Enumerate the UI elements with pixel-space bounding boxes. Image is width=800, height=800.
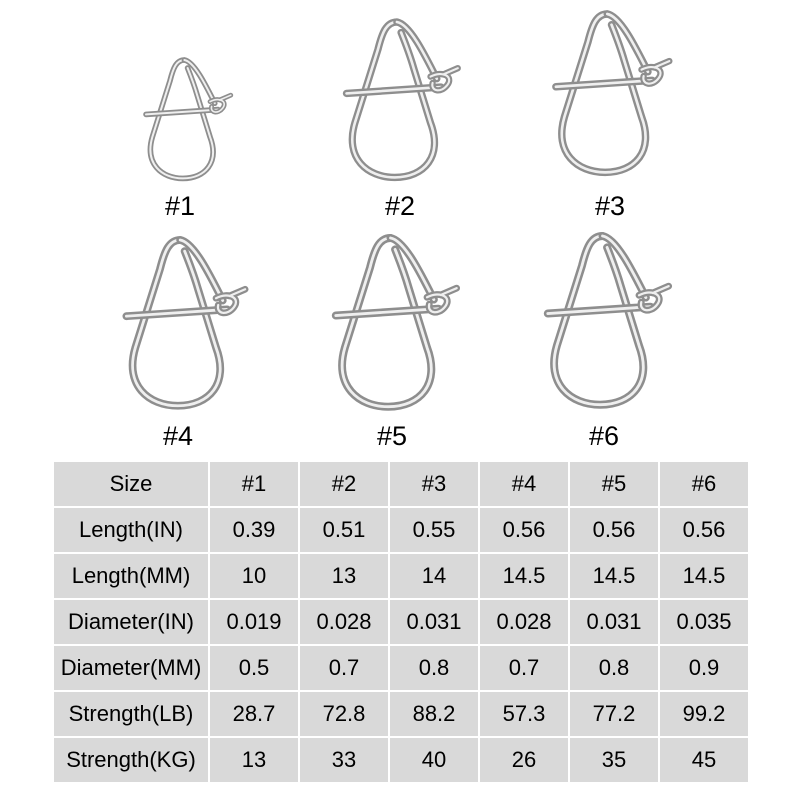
table-cell: 99.2 [660,692,748,736]
snap-label-6: #6 [588,421,620,451]
table-cell: 0.028 [300,600,388,644]
header-cell: #5 [570,462,658,506]
table-cell: 45 [660,738,748,782]
table-cell: 0.035 [660,600,748,644]
header-cell: #6 [660,462,748,506]
table-cell: 88.2 [390,692,478,736]
table-row [54,646,748,690]
table-cell: 14 [390,554,478,598]
table-cell: 0.031 [570,600,658,644]
table-cell: 0.028 [480,600,568,644]
row-label: Diameter(MM) [54,646,208,690]
table-cell: 26 [480,738,568,782]
table-cell: 0.51 [300,508,388,552]
snap-label-2: #2 [384,191,416,221]
header-cell: #3 [390,462,478,506]
table-header-row [54,462,748,506]
table-cell: 0.56 [480,508,568,552]
table-cell: 13 [300,554,388,598]
table-cell: 40 [390,738,478,782]
table-cell: 0.5 [210,646,298,690]
table-cell: 35 [570,738,658,782]
table-cell: 0.7 [480,646,568,690]
table-cell: 0.55 [390,508,478,552]
row-label: Strength(LB) [54,692,208,736]
snap-4-image [126,240,245,406]
table-cell: 14.5 [570,554,658,598]
table-cell: 0.56 [660,508,748,552]
header-cell: Size [54,462,208,506]
row-label: Strength(KG) [54,738,208,782]
snap-label-1: #1 [164,191,196,221]
table-cell: 72.8 [300,692,388,736]
row-label: Length(IN) [54,508,208,552]
table-row [54,554,748,598]
snap-1-image [146,60,231,178]
snap-6-image [548,236,669,405]
row-label: Length(MM) [54,554,208,598]
snap-5-image [336,238,457,407]
table-cell: 13 [210,738,298,782]
table-cell: 0.39 [210,508,298,552]
header-cell: #4 [480,462,568,506]
table-row [54,738,748,782]
snap-3-image [556,14,669,172]
table-cell: 0.7 [300,646,388,690]
table-cell: 0.8 [570,646,658,690]
snap-label-5: #5 [376,421,408,451]
header-cell: #2 [300,462,388,506]
table-cell: 28.7 [210,692,298,736]
table-cell: 77.2 [570,692,658,736]
table-cell: 14.5 [480,554,568,598]
table-cell: 0.8 [390,646,478,690]
table-row [54,508,748,552]
table-cell: 14.5 [660,554,748,598]
snap-label-4: #4 [162,421,194,451]
header-cell: #1 [210,462,298,506]
table-cell: 57.3 [480,692,568,736]
table-cell: 0.031 [390,600,478,644]
table-row [54,600,748,644]
table-cell: 0.9 [660,646,748,690]
table-cell: 0.56 [570,508,658,552]
snap-2-image [347,22,458,177]
spec-table [52,460,750,784]
table-cell: 33 [300,738,388,782]
snap-label-3: #3 [594,191,626,221]
table-row [54,692,748,736]
row-label: Diameter(IN) [54,600,208,644]
table-cell: 0.019 [210,600,298,644]
table-cell: 10 [210,554,298,598]
